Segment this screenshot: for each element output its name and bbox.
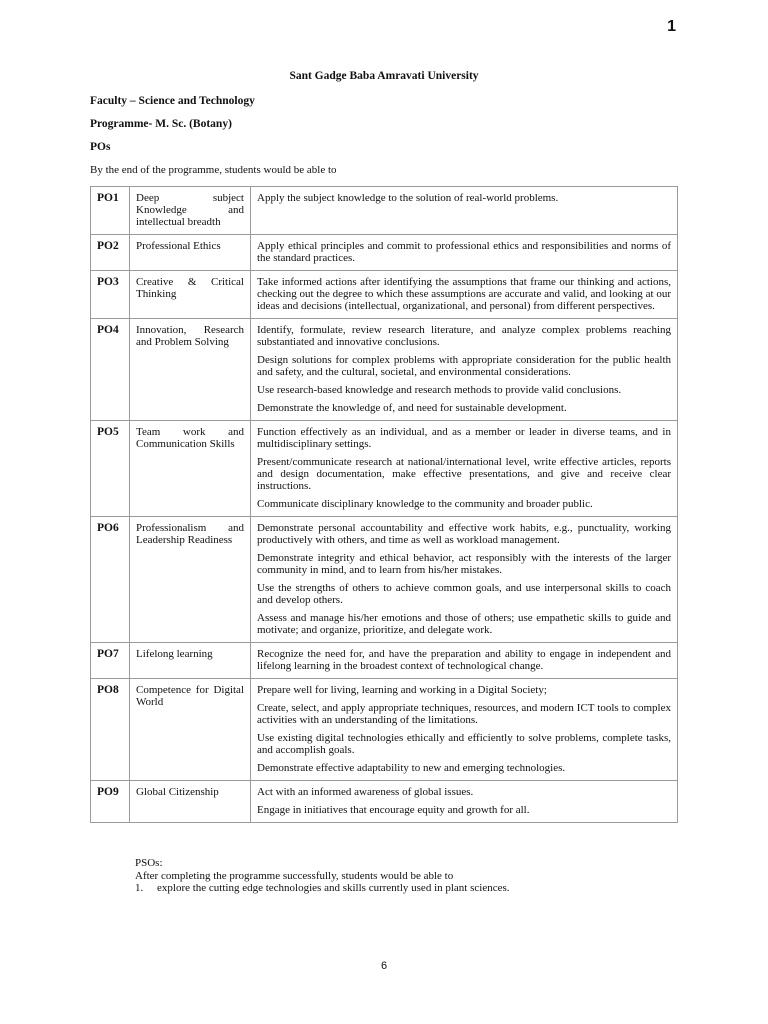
po-code: PO6 (91, 517, 130, 643)
po-outcome-item: Create, select, and apply appropriate techniques, resources, and modern ICT tools to complex activities with an understanding of the limitations. (257, 702, 671, 726)
po-title: Competence for Digital World (130, 679, 251, 781)
table-row (91, 781, 678, 823)
pso-item-text: explore the cutting edge technologies and skills currently used in plant sciences. (157, 882, 510, 894)
pso-item-number: 1. (135, 882, 144, 894)
programme-heading: Programme- M. Sc. (Botany) (90, 118, 232, 130)
po-description (251, 781, 678, 823)
pso-heading: PSOs: (135, 857, 163, 869)
university-title: Sant Gadge Baba Amravati University (289, 70, 479, 82)
po-description (251, 187, 678, 235)
po-code: PO5 (91, 421, 130, 517)
po-description (251, 319, 678, 421)
po-code: PO2 (91, 235, 130, 271)
table-row (91, 271, 678, 319)
pso-section (135, 857, 678, 895)
pos-heading: POs (90, 141, 111, 153)
table-row (91, 235, 678, 271)
po-code: PO7 (91, 643, 130, 679)
table-row (91, 679, 678, 781)
po-outcome-item: Demonstrate effective adaptability to new and emerging technologies. (257, 762, 566, 774)
po-code: PO8 (91, 679, 130, 781)
po-outcome-item: Use existing digital technologies ethically and efficiently to solve problems, complete tasks, and accomplish goals. (257, 732, 671, 756)
po-title: Innovation, Research and Problem Solving (130, 319, 251, 421)
po-title: Professionalism and Leadership Readiness (130, 517, 251, 643)
po-outcome-item: Use the strengths of others to achieve common goals, and use interpersonal skills to coach and develop others. (257, 582, 671, 606)
po-outcome-item: Take informed actions after identifying the assumptions that frame our thinking and actions, checking out the degree to which these assumptions are accurate and valid, and looking at our ideas and decisions (intellectual, organizational, and personal) from different perspectives. (257, 276, 671, 312)
po-code: PO4 (91, 319, 130, 421)
po-description (251, 517, 678, 643)
po-outcome-item: Engage in initiatives that encourage equity and growth for all. (257, 804, 530, 816)
po-outcome-item: Present/communicate research at national/international level, write effective articles, reports and design documentation, make effective presentations, and give and receive clear instructions. (257, 456, 671, 492)
po-title: Lifelong learning (130, 643, 251, 679)
po-outcome-item: Design solutions for complex problems with appropriate consideration for the public health and safety, and the cultural, societal, and environmental considerations. (257, 354, 671, 378)
table-row (91, 517, 678, 643)
corner-page-number: 1 (667, 18, 676, 35)
po-description (251, 271, 678, 319)
po-outcome-item: Demonstrate personal accountability and effective work habits, e.g., punctuality, working productively with others, and time as well as workload management. (257, 522, 671, 546)
po-outcome-item: Assess and manage his/her emotions and those of others; use empathetic skills to guide and motivate; and organize, prioritize, and delegate work. (257, 612, 671, 636)
po-outcome-item: Apply ethical principles and commit to professional ethics and responsibilities and norms of the standard practices. (257, 240, 671, 264)
table-row (91, 187, 678, 235)
po-title: Team work and Communication Skills (130, 421, 251, 517)
pso-intro: After completing the programme successfully, students would be able to (135, 869, 454, 882)
po-title: Creative & Critical Thinking (130, 271, 251, 319)
po-outcome-item: Recognize the need for, and have the preparation and ability to engage in independent and lifelong learning in the broadest context of technological change. (257, 648, 671, 672)
po-code: PO3 (91, 271, 130, 319)
po-outcome-item: Use research-based knowledge and research methods to provide valid conclusions. (257, 384, 622, 396)
pos-intro: By the end of the programme, students would be able to (90, 164, 337, 176)
faculty-heading: Faculty – Science and Technology (90, 95, 255, 107)
po-outcome-item: Act with an informed awareness of global issues. (257, 786, 474, 798)
po-description (251, 421, 678, 517)
po-outcome-item: Demonstrate the knowledge of, and need for sustainable development. (257, 402, 567, 414)
po-title: Professional Ethics (130, 235, 251, 271)
pso-list (135, 882, 678, 895)
po-table (90, 186, 678, 823)
po-description (251, 235, 678, 271)
po-code: PO1 (91, 187, 130, 235)
table-row (91, 319, 678, 421)
pso-item (135, 882, 678, 895)
po-outcome-item: Demonstrate integrity and ethical behavior, act responsibly with the interests of the larger community in mind, and to learn from his/her mistakes. (257, 552, 671, 576)
po-code: PO9 (91, 781, 130, 823)
po-outcome-item: Identify, formulate, review research literature, and analyze complex problems reaching substantiated and innovative conclusions. (257, 324, 671, 348)
po-outcome-item: Function effectively as an individual, and as a member or leader in diverse teams, and in multidisciplinary settings. (257, 426, 671, 450)
po-description (251, 679, 678, 781)
po-outcome-item: Communicate disciplinary knowledge to the community and broader public. (257, 498, 593, 510)
document-page (90, 70, 678, 895)
table-row (91, 421, 678, 517)
footer-page-number: 6 (380, 960, 388, 972)
po-title: Global Citizenship (130, 781, 251, 823)
po-outcome-item: Prepare well for living, learning and working in a Digital Society; (257, 684, 547, 696)
po-outcome-item: Apply the subject knowledge to the solution of real-world problems. (257, 192, 559, 204)
table-row (91, 643, 678, 679)
po-description (251, 643, 678, 679)
po-title: Deep subject Knowledge and intellectual breadth (130, 187, 251, 235)
